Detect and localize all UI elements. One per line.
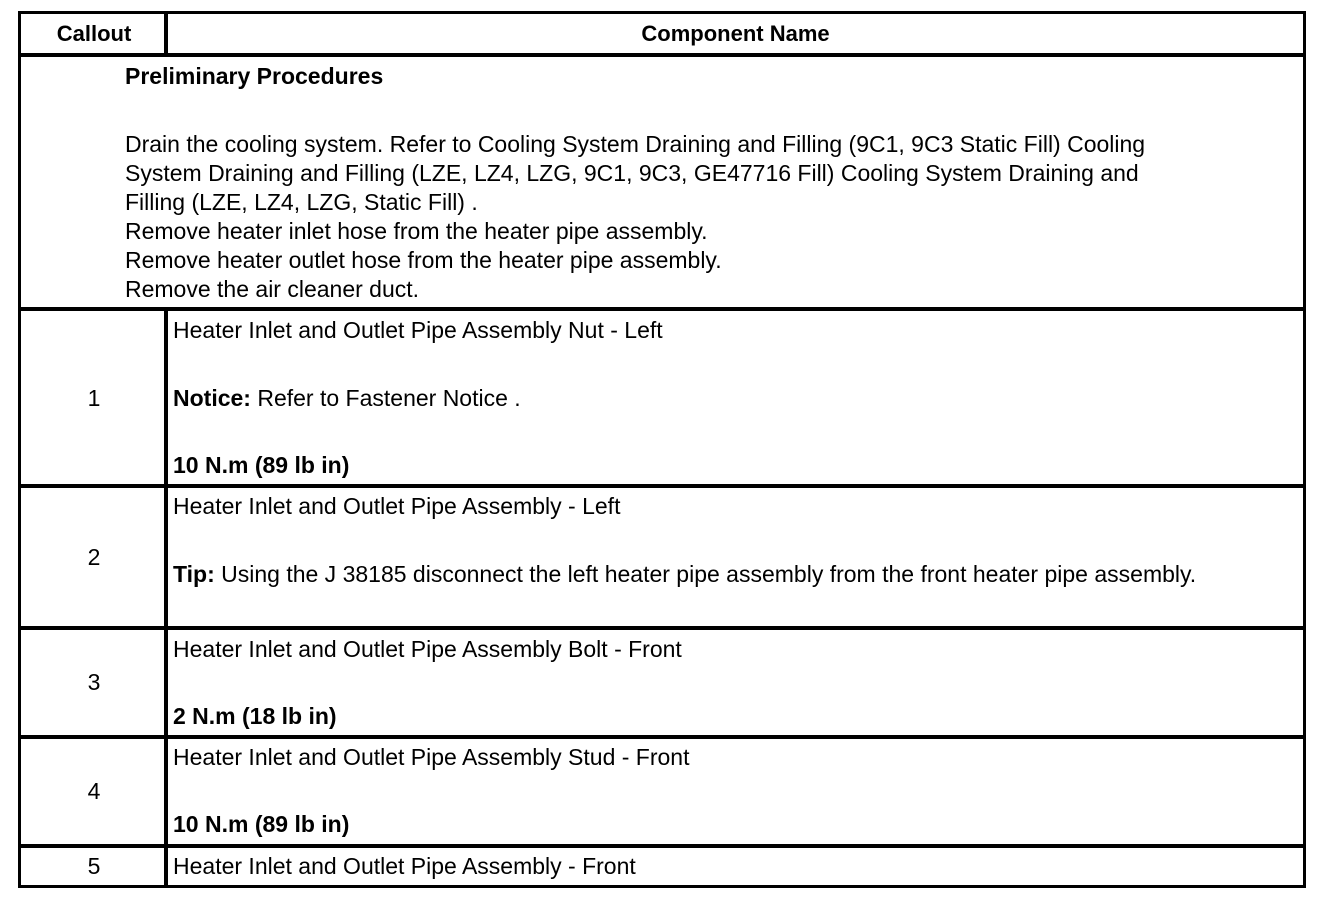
component-note — [173, 560, 1196, 588]
component-note — [173, 384, 521, 412]
callout-number: 3 — [87, 669, 101, 695]
row-divider — [21, 626, 1303, 630]
component-name: Heater Inlet and Outlet Pipe Assembly Nut - Left — [173, 317, 663, 343]
callout-number: 1 — [87, 385, 101, 411]
callout-number: 2 — [87, 544, 101, 570]
row-divider — [21, 307, 1303, 311]
row-divider — [21, 484, 1303, 488]
preliminary-line: Filling (LZE, LZ4, LZG, Static Fill) . — [125, 189, 478, 215]
preliminary-line: Remove the air cleaner duct. — [125, 276, 420, 302]
note-text: Refer to Fastener Notice . — [250, 385, 521, 411]
component-table — [18, 11, 1306, 888]
row-divider — [21, 735, 1303, 739]
row-divider — [21, 844, 1303, 848]
row-divider — [21, 53, 1303, 57]
component-name: Heater Inlet and Outlet Pipe Assembly Stud - Front — [173, 744, 690, 770]
note-label: Notice: — [173, 385, 251, 411]
preliminary-steps — [125, 130, 1145, 304]
preliminary-line: Remove heater inlet hose from the heater pipe assembly. — [125, 218, 708, 244]
component-name: Heater Inlet and Outlet Pipe Assembly - Left — [173, 493, 621, 519]
component-name: Heater Inlet and Outlet Pipe Assembly - Front — [173, 853, 636, 879]
preliminary-line: Remove heater outlet hose from the heater pipe assembly. — [125, 247, 722, 273]
component-name: Heater Inlet and Outlet Pipe Assembly Bolt - Front — [173, 636, 682, 662]
callout-header: Callout — [56, 21, 132, 46]
torque-spec: 10 N.m (89 lb in) — [173, 811, 350, 837]
callout-number: 4 — [87, 778, 101, 804]
callout-number: 5 — [87, 853, 101, 879]
note-text: Using the J 38185 disconnect the left heater pipe assembly from the front heater pipe assembly. — [214, 561, 1197, 587]
torque-spec: 10 N.m (89 lb in) — [173, 452, 350, 478]
preliminary-line: System Draining and Filling (LZE, LZ4, LZG, 9C1, 9C3, GE47716 Fill) Cooling System Draining and — [125, 160, 1139, 186]
note-label: Tip: — [173, 561, 215, 587]
component-name-header: Component Name — [641, 21, 830, 46]
torque-spec: 2 N.m (18 lb in) — [173, 703, 337, 729]
preliminary-title: Preliminary Procedures — [125, 63, 384, 89]
preliminary-line: Drain the cooling system. Refer to Cooling System Draining and Filling (9C1, 9C3 Static Fill) Cooling — [125, 131, 1146, 157]
